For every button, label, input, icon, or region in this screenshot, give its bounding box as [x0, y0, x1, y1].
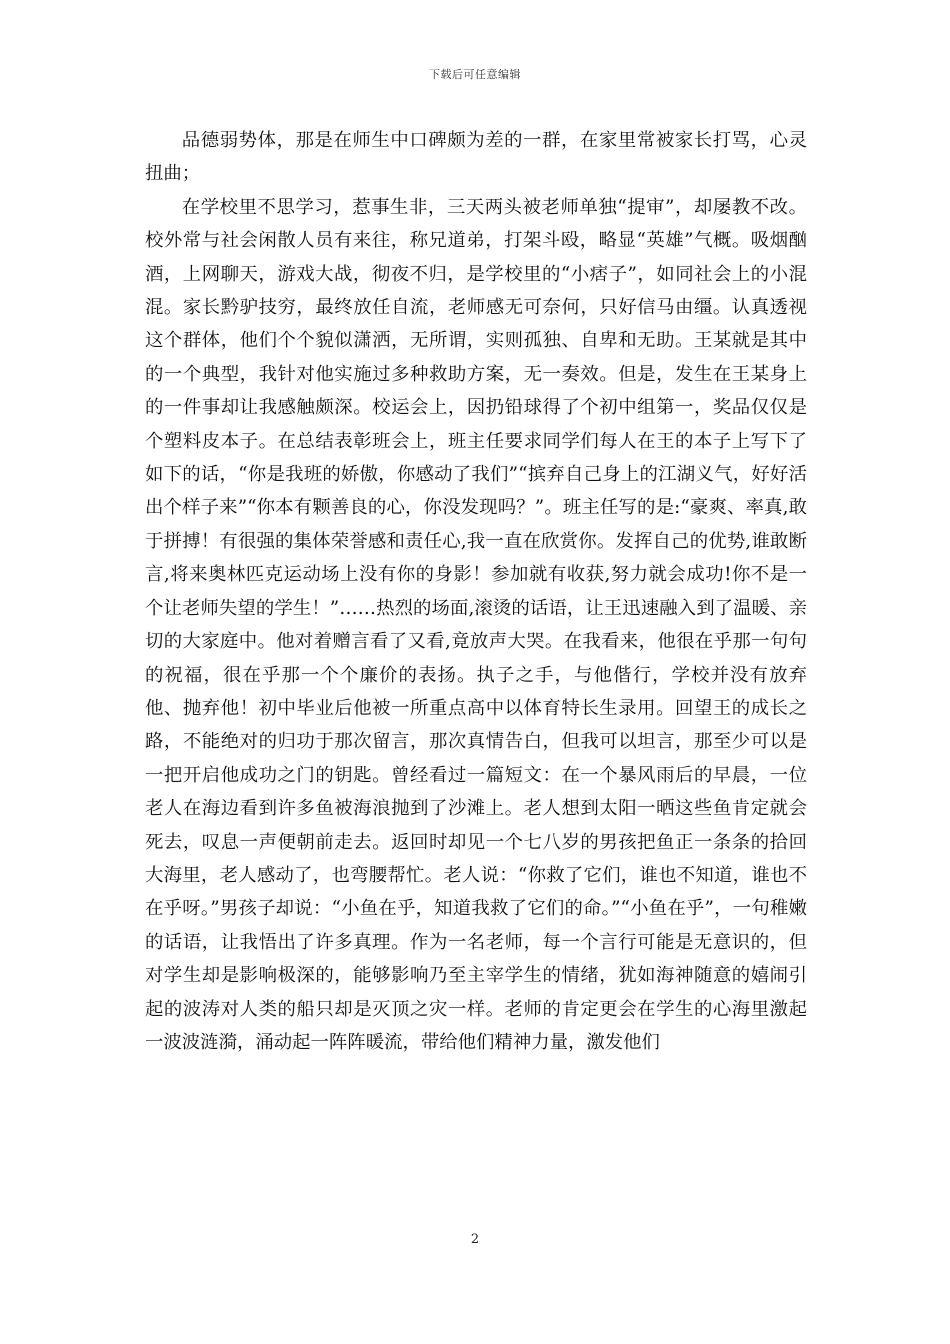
- paragraph: 品德弱势体，那是在师生中口碑颇为差的一群，在家里常被家长打骂，心灵扭曲；: [145, 130, 807, 185]
- page-header: 下载后可任意编辑: [429, 68, 521, 81]
- page-number: 2: [470, 1232, 480, 1247]
- paragraph: 在学校里不思学习，惹事生非，三天两头被老师单独“提审”，却屡教不改。校外常与社会闲散人员有来往，称兄道弟，打架斗殴，略显“英雄”气概。吸烟酗酒，上网聊天，游戏大战，彻夜不归，是学校里的“小痞子”，如同社会上的小混混。家长黔驴技穷，最终放任自流，老师感无可奈何，只好信马由缰。认真透视这个群体，他们个个貌似潇洒，无所谓，实则孤独、自卑和无助。王某就是其中的一个典型，我针对他实施过多种救助方案，无一奏效。但是，发生在王某身上的一件事却让我感触颇深。校运会上，因扔铅球得了个初中组第一，奖品仅仅是个塑料皮本子。在总结表彰班会上，班主任要求同学们每人在王的本子上写下了如下的话，“你是我班的娇傲，你感动了我们”“摈弃自己身上的江湖义气，好好活出个样子来”“你本有颗善良的心，你没发现吗？”。班主任写的是:“豪爽、率真,敢于拼搏！有很强的集体荣誉感和责任心,我一直在欣赏你。发挥自己的优势,谁敢断言,将来奥林匹克运动场上没有你的身影！参加就有收获,努力就会成功!你不是一个让老师失望的学生！”……热烈的场面,滚烫的话语，让王迅速融入到了温暖、亲切的大家庭中。他对着赠言看了又看,竟放声大哭。在我看来，他很在乎那一句句的祝福，很在乎那一个个廉价的表扬。执子之手，与他偕行，学校并没有放弃他、抛弃他！初中毕业后他被一所重点高中以体育特长生录用。回望王的成长之路，不能绝对的归功于那次留言，那次真情告白，但我可以坦言，那至少可以是一把开启他成功之门的钥匙。曾经看过一篇短文：在一个暴风雨后的早晨，一位老人在海边看到许多鱼被海浪抛到了沙滩上。老人想到太阳一晒这些鱼肯定就会死去，叹息一声便朝前走去。返回时却见一个七八岁的男孩把鱼正一条条的拾回大海里，老人感动了，也弯腰帮忙。老人说：“你救了它们，谁也不知道，谁也不在乎呀。”男孩子却说：“小鱼在乎，知道我救了它们的命。”“小鱼在乎”，一句稚嫩的话语，让我悟出了许多真理。作为一名老师，每一个言行可能是无意识的，但对学生却是影响极深的，能够影响乃至主宰学生的情绪，犹如海神随意的嬉闹引起的波涛对人类的船只却是灭顶之灾一样。老师的肯定更会在学生的心海里激起一波波涟漪，涌动起一阵阵暖流，带给他们精神力量，激发他们: [145, 196, 807, 1053]
- document-body: [145, 124, 807, 1059]
